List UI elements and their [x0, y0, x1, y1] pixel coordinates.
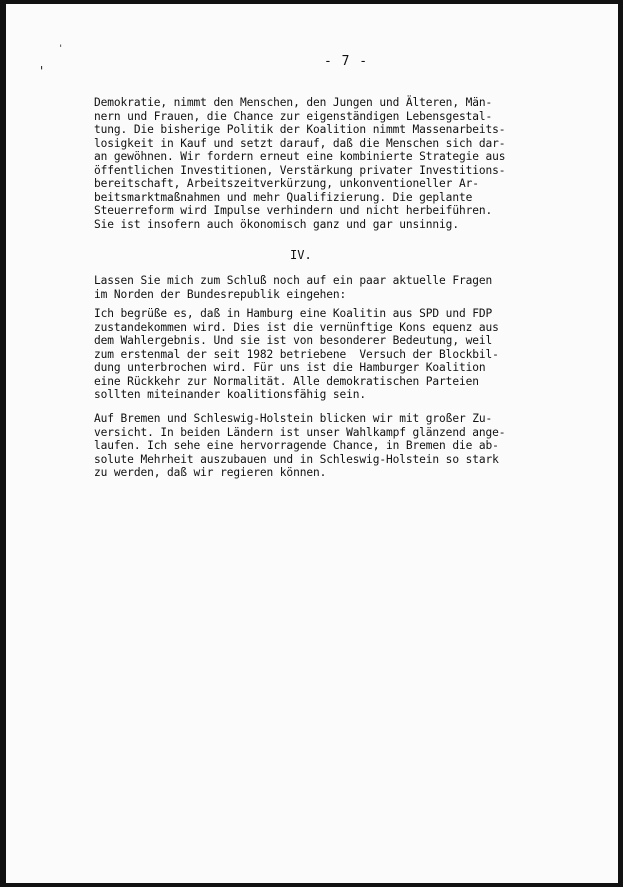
text-line: solute Mehrheit auszubauen und in Schleswig-Holstein so stark [94, 452, 499, 466]
text-line: nern und Frauen, die Chance zur eigenständigen Lebensgestal- [94, 109, 493, 123]
text-line: zum erstenmal der seit 1982 betriebene Versuch der Blockbil- [94, 347, 499, 361]
text-line: bereitschaft, Arbeitszeitverkürzung, unkonventioneller Ar- [94, 177, 479, 190]
text-line: Lassen Sie mich zum Schluß noch auf ein paar aktuelle Fragen [94, 274, 493, 287]
text-line: beitsmarktmaßnahmen und mehr Qualifizierung. Die geplante [94, 190, 473, 204]
paragraph-bremen-schleswig [94, 412, 534, 480]
text-line: zu werden, daß wir regieren können. [94, 466, 327, 479]
text-line: Ich begrüße es, daß in Hamburg eine Koalitin aus SPD und FDP [94, 307, 493, 320]
text-line: an gewöhnen. Wir fordern erneut eine kombinierte Strategie aus [94, 150, 506, 163]
text-line: laufen. Ich sehe eine hervorragende Chance, in Bremen die ab- [94, 439, 499, 452]
margin-mark: ' [38, 64, 46, 78]
text-line: dem Wahlergebnis. Und sie ist von besonderer Bedeutung, weil [94, 334, 493, 347]
margin-mark: ' [58, 44, 64, 54]
paragraph-economy [94, 96, 534, 231]
paragraph-intro [94, 274, 534, 301]
text-line: Auf Bremen und Schleswig-Holstein blicken wir mit großer Zu- [94, 412, 493, 425]
text-line: Steuerreform wird Impulse verhindern und nicht herbeiführen. [94, 204, 493, 217]
section-heading: IV. [290, 248, 312, 262]
text-line: Demokratie, nimmt den Menschen, den Jungen und Älteren, Män- [94, 96, 493, 109]
text-line: zustandekommen wird. Dies ist die vernünftige Kons equenz aus [94, 320, 499, 334]
text-line: losigkeit in Kauf und setzt darauf, daß die Menschen sich dar- [94, 136, 506, 150]
text-line: eine Rückkehr zur Normalität. Alle demokratischen Parteien [94, 374, 479, 388]
paragraph-hamburg [94, 307, 534, 402]
text-line: im Norden der Bundesrepublik eingehen: [94, 287, 347, 301]
text-line: tung. Die bisherige Politik der Koalition nimmt Massenarbeits- [94, 123, 506, 136]
text-line: öffentlichen Investitionen, Verstärkung privater Investitions- [94, 163, 506, 177]
text-line: dung unterbrochen wird. Für uns ist die Hamburger Koalition [94, 361, 486, 374]
text-line: sollten miteinander koalitionsfähig sein. [94, 388, 367, 401]
text-line: versicht. In beiden Ländern ist unser Wahlkampf glänzend ange- [94, 425, 506, 439]
text-line: Sie ist insofern auch ökonomisch ganz und gar unsinnig. [94, 217, 459, 231]
page-number: - 7 - [324, 54, 369, 69]
